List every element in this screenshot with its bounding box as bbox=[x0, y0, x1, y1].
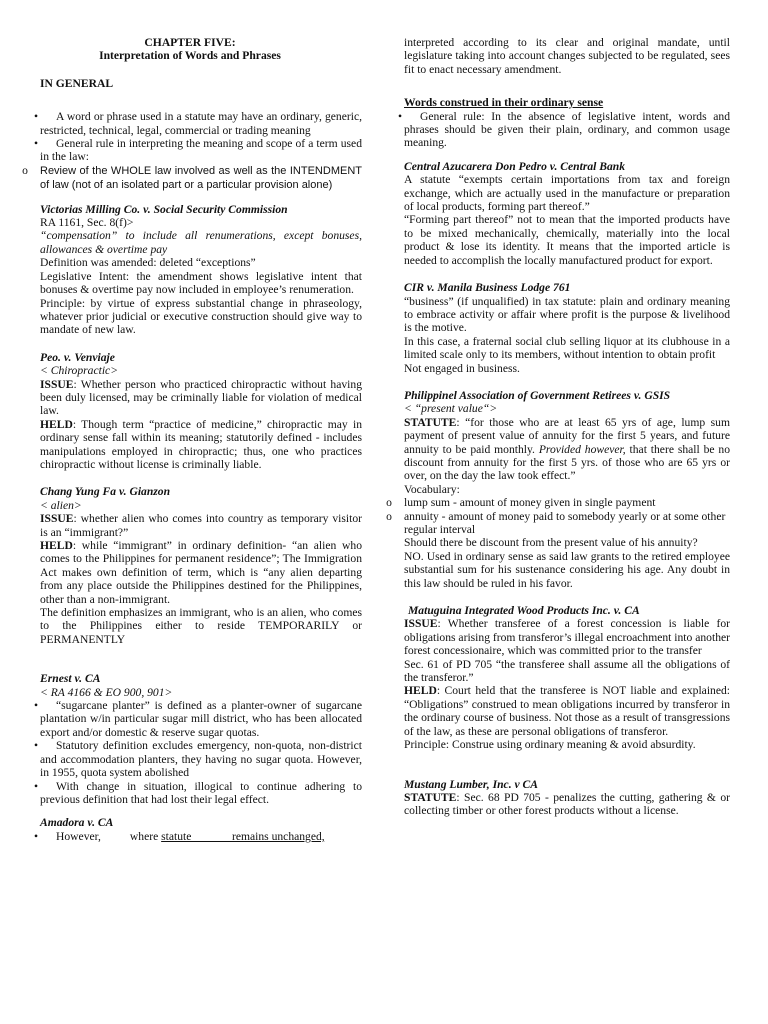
case-reference: < RA 4166 & EO 900, 901> bbox=[40, 685, 173, 699]
case-text: Sec. 61 of PD 705 “the transferee shall assume all the obligations of the transferor.” bbox=[404, 657, 730, 685]
case-title: Philippinel Association of Government Retirees v. GSIS bbox=[404, 388, 671, 402]
list-item bbox=[18, 780, 362, 807]
case-tag: < alien> bbox=[40, 498, 82, 512]
right-column bbox=[386, 36, 730, 818]
bullet-icon: • bbox=[34, 779, 39, 793]
bullet-icon: • bbox=[398, 109, 403, 123]
case-chang bbox=[18, 485, 362, 646]
list-item bbox=[382, 496, 730, 509]
case-text: “Forming part thereof” not to mean that the imported products have to be mixed mechanically, chemically, materially into the local product & lose its identity. It means that the imported article is needed to accomplish the locally manufactured product for export. bbox=[404, 213, 730, 267]
chapter-title: CHAPTER FIVE: bbox=[144, 36, 236, 49]
list-item bbox=[382, 110, 730, 150]
held-label: HELD bbox=[40, 417, 73, 431]
case-text: Not engaged in business. bbox=[404, 361, 520, 375]
case-venviaje bbox=[18, 351, 362, 472]
statute-label: STATUTE bbox=[404, 790, 457, 804]
list-item-text: General rule: In the absence of legislative intent, words and phrases should be given their plain, ordinary, and common usage meaning. bbox=[404, 109, 730, 150]
case-tag: < Chiropractic> bbox=[40, 364, 119, 378]
case-text: “business” (if unqualified) in tax statute: plain and ordinary meaning to embrace activity or affair where profit is the purpose & livelihood is the motive. bbox=[404, 294, 730, 335]
list-item-text: Review of the WHOLE law involved as well as the INTENDMENT of law (not of an isolated part or a particular provision alone) bbox=[40, 164, 362, 192]
list-item-text: With change in situation, illogical to continue adhering to previous definition that had lost their legal effect. bbox=[40, 779, 362, 806]
issue-label: ISSUE bbox=[40, 377, 74, 391]
list-item-text: General rule in interpreting the meaning and scope of a term used in the law: bbox=[40, 137, 362, 164]
list-item bbox=[18, 830, 362, 843]
section-heading-general: IN GENERAL bbox=[40, 76, 114, 90]
case-quote: “compensation” to include all renumerations, except bonuses, allowances & overtime pay bbox=[40, 229, 362, 256]
case-text: : whether alien who comes into country as temporary visitor is an “immigrant?” bbox=[40, 512, 362, 539]
case-text: : Whether person who practiced chiropractic without having been duly licensed, may be criminally liable for violation of medical law. bbox=[40, 377, 362, 418]
bullet-icon: • bbox=[34, 739, 39, 753]
case-reference: RA 1161, Sec. 8(f)> bbox=[40, 216, 134, 230]
list-item bbox=[18, 739, 362, 779]
case-text: The definition emphasizes an immigrant, who is an alien, who comes to the Philippines either to reside TEMPORARILY or PERMANENTLY bbox=[40, 606, 362, 646]
case-ppagr bbox=[386, 388, 730, 590]
case-tag: < “present value“> bbox=[404, 402, 498, 416]
case-text: A statute “exempts certain importations from tax and foreign exchange, which are actually used in the manufacture or preparation of local products, forming part thereof.” bbox=[404, 173, 730, 214]
circle-bullet-icon: o bbox=[386, 496, 392, 510]
case-text: : Whether transferee of a forest concession is liable for obligations arising from transferor’s illegal encroachment into another forest concessionaire, which was committed prior to the transfer bbox=[404, 617, 730, 658]
left-column bbox=[18, 36, 362, 843]
list-item-text: “sugarcane planter” is defined as a planter-owner of sugarcane plantation w/in particular sugar mill district, who has been allocated export and/or domestic & reserve sugar quotas. bbox=[40, 699, 362, 739]
case-ernest bbox=[18, 672, 362, 699]
case-title: Mustang Lumber, Inc. v CA bbox=[404, 777, 539, 791]
list-item bbox=[18, 110, 362, 137]
list-item-text: annuity - amount of money paid to somebody yearly or at some other regular interval bbox=[404, 509, 726, 536]
case-title: Victorias Milling Co. v. Social Security Commission bbox=[40, 202, 288, 216]
list-item-text: Statutory definition excludes emergency, non-quota, non-district and accommodation planters, they having no sugar quota. However, in 1955, quota system abolished bbox=[40, 739, 362, 780]
case-text: Principle: Construe using ordinary meaning & avoid absurdity. bbox=[404, 738, 696, 752]
case-text: Legislative Intent: the amendment shows legislative intent that bonuses & overtime pay now included in employee’s renumeration. bbox=[40, 269, 362, 297]
case-mustang bbox=[404, 778, 730, 818]
case-text: : Though term “practice of medicine,” chiropractic may in ordinary sense fall within its meaning; statutorily defined - includes manipulations employed in chiropractic; thus, one who practices chiropractic without license is criminally liable. bbox=[40, 417, 362, 471]
case-text: In this case, a fraternal social club selling liquor at its clubhouse in a limited scale only to its members, without intention to obtain profit bbox=[404, 334, 730, 362]
case-text: : Sec. 68 PD 705 - penalizes the cutting, gathering & or collecting timber or other forest products without a license. bbox=[404, 790, 730, 818]
case-text: Provided however, bbox=[534, 442, 626, 456]
case-text: that there shall be no discount from annuity for the first 5 yrs. of those who are 65 yrs or over, on the day the law took effect.” bbox=[404, 442, 730, 483]
case-title: Peo. v. Venviaje bbox=[40, 350, 115, 364]
case-text: : “for those who are at least 65 yrs of age, lump sum payment of present value of annuity for the first 5 years, and future annuity to be paid monthly. bbox=[404, 415, 730, 456]
bullet-icon: • bbox=[34, 829, 39, 843]
list-item-text: However, where statute remains unchanged, bbox=[56, 829, 325, 843]
section-heading-ordinary: Words construed in their ordinary sense bbox=[404, 96, 604, 110]
bullet-icon: • bbox=[34, 110, 39, 124]
held-label: HELD bbox=[404, 684, 437, 698]
amadora-continuation: interpreted according to its clear and original mandate, until legislature taking into account changes subjected to be regulated, sees fit to enact necessary amendment. bbox=[404, 36, 730, 76]
list-item bbox=[18, 137, 362, 164]
statute-label: STATUTE bbox=[404, 415, 457, 429]
held-label: HELD bbox=[40, 539, 73, 552]
list-item-text: A word or phrase used in a statute may have an ordinary, generic, restricted, technical, legal, commercial or trading meaning bbox=[40, 110, 362, 137]
case-amadora bbox=[18, 816, 362, 829]
case-text: Principle: by virtue of express substantial change in phraseology, whatever prior judicial or executive construction should give way to mandate of new law. bbox=[40, 296, 362, 337]
case-text: : while “immigrant” in ordinary definition- “an alien who comes to the Philippines for permanent residence”; The Immigration Act makes own definition of term, which is “any alien departing from any place outside the Philippines destined for the Philippines, other than a non-immigrant. bbox=[40, 539, 362, 606]
case-title: Central Azucarera Don Pedro v. Central Bank bbox=[404, 159, 626, 173]
list-item bbox=[18, 164, 362, 193]
vocab-label: Vocabulary: bbox=[404, 482, 460, 496]
case-title: CIR v. Manila Business Lodge 761 bbox=[404, 281, 571, 295]
issue-label: ISSUE bbox=[404, 617, 438, 631]
case-text: Should there be discount from the present value of his annuity? bbox=[404, 536, 698, 550]
case-text: : Court held that the transferee is NOT liable and explained: “Obligations” construed to mean obligations incurred by transferor in the ordinary course of business. Not those as a result of transgressions of the law, as these are personal obligations of transferor. bbox=[404, 684, 730, 738]
case-text: NO. Used in ordinary sense as said law grants to the retired employee substantial sum for his sustenance considering his age. Any doubt in this law should be ruled in his favor. bbox=[404, 549, 730, 590]
case-central bbox=[404, 160, 730, 267]
case-cir bbox=[404, 281, 730, 375]
chapter-subtitle: Interpretation of Words and Phrases bbox=[99, 49, 281, 63]
bullet-icon: • bbox=[34, 699, 39, 713]
case-victorias bbox=[18, 203, 362, 337]
case-title: Ernest v. CA bbox=[40, 672, 101, 686]
list-item bbox=[382, 510, 730, 537]
case-text: Definition was amended: deleted “exceptions” bbox=[40, 256, 256, 270]
case-title: Chang Yung Fa v. Gianzon bbox=[40, 485, 171, 499]
case-title: Matuguina Integrated Wood Products Inc. v. CA bbox=[408, 604, 640, 618]
issue-label: ISSUE bbox=[40, 512, 74, 526]
case-title: Amadora v. CA bbox=[40, 816, 114, 830]
list-item bbox=[18, 699, 362, 739]
circle-bullet-icon: o bbox=[386, 509, 392, 523]
list-item-text: lump sum - amount of money given in single payment bbox=[404, 496, 656, 510]
case-matuguina bbox=[404, 604, 730, 751]
circle-bullet-icon: o bbox=[22, 163, 28, 177]
bullet-icon: • bbox=[34, 137, 39, 151]
